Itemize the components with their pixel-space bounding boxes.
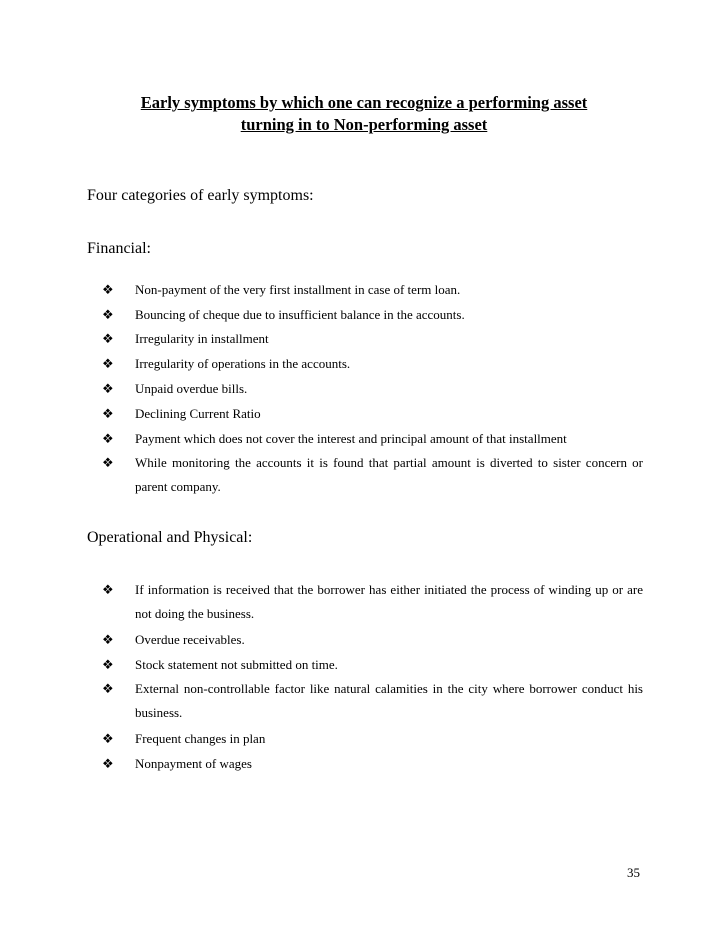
financial-item-1: Non-payment of the very first installment in case of term loan. <box>135 282 461 297</box>
bullet-icon: ❖ <box>102 431 114 446</box>
page-title-line-1: Early symptoms by which one can recognize a performing asset <box>140 93 588 112</box>
operational-item-3: Stock statement not submitted on time. <box>135 657 338 672</box>
financial-item-4: Irregularity of operations in the accounts. <box>135 356 351 371</box>
operational-item-1: If information is received that the borrower has either initiated the process of winding up or are not doing the business. <box>135 582 643 621</box>
bullet-icon: ❖ <box>102 632 114 647</box>
bullet-icon: ❖ <box>102 356 114 371</box>
bullet-icon: ❖ <box>102 282 114 297</box>
bullet-icon: ❖ <box>102 406 114 421</box>
bullet-icon: ❖ <box>102 307 114 322</box>
financial-item-3: Irregularity in installment <box>135 331 269 346</box>
bullet-icon: ❖ <box>102 731 114 746</box>
operational-heading: Operational and Physical: <box>87 529 253 546</box>
financial-item-5: Unpaid overdue bills. <box>135 381 248 396</box>
operational-item-4: External non-controllable factor like natural calamities in the city where borrower conduct his business. <box>135 681 643 720</box>
intro-text: Four categories of early symptoms: <box>87 187 314 204</box>
bullet-icon: ❖ <box>102 681 114 696</box>
bullet-icon: ❖ <box>102 582 114 597</box>
bullet-icon: ❖ <box>102 381 114 396</box>
operational-item-5: Frequent changes in plan <box>135 731 266 746</box>
page-number: 35 <box>627 865 640 880</box>
bullet-icon: ❖ <box>102 331 114 346</box>
operational-item-2: Overdue receivables. <box>135 632 245 647</box>
financial-item-6: Declining Current Ratio <box>135 406 261 421</box>
bullet-icon: ❖ <box>102 455 114 470</box>
financial-heading: Financial: <box>87 240 151 257</box>
financial-item-7: Payment which does not cover the interest and principal amount of that installment <box>135 431 567 446</box>
bullet-icon: ❖ <box>102 657 114 672</box>
financial-item-2: Bouncing of cheque due to insufficient balance in the accounts. <box>135 307 465 322</box>
page-title-line-2: turning in to Non-performing asset <box>240 115 488 134</box>
operational-item-6: Nonpayment of wages <box>135 756 252 771</box>
financial-item-8: While monitoring the accounts it is found that partial amount is diverted to sister concern or parent company. <box>135 455 643 494</box>
bullet-icon: ❖ <box>102 756 114 771</box>
